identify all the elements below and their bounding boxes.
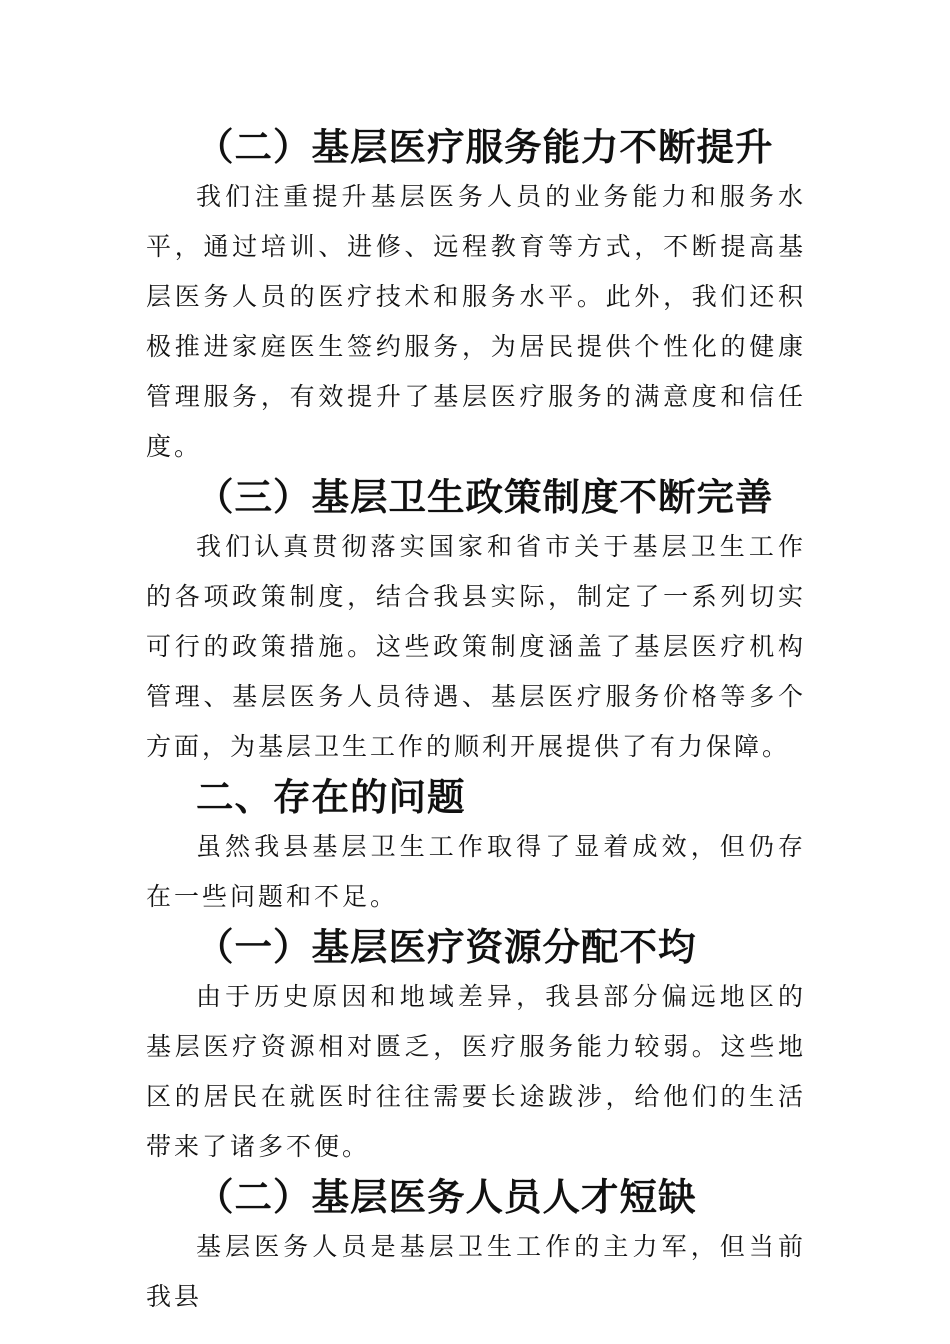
paragraph-resource-distribution: 由于历史原因和地域差异，我县部分偏远地区的基层医疗资源相对匮乏，医疗服务能力较弱。这些地区的居民在就医时往往需要长途跋涉，给他们的生活带来了诸多不便。 (146, 982, 806, 1161)
section-heading-2-3: （三）基层卫生政策制度不断完善 (196, 475, 774, 519)
paragraph-service-capacity: 我们注重提升基层医务人员的业务能力和服务水平，通过培训、进修、远程教育等方式，不断提高基层医务人员的医疗技术和服务水平。此外，我们还积极推进家庭医生签约服务，为居民提供个性化的健康管理服务，有效提升了基层医疗服务的满意度和信任度。 (146, 182, 806, 461)
section-heading-problem-1: （一）基层医疗资源分配不均 (196, 925, 697, 969)
section-heading-problem-2: （二）基层医务人员人才短缺 (196, 1175, 697, 1219)
section-heading-2-2: （二）基层医疗服务能力不断提升 (196, 125, 774, 169)
document-body (146, 122, 806, 1322)
paragraph-problems-intro: 虽然我县基层卫生工作取得了显着成效，但仍存在一些问题和不足。 (146, 832, 806, 911)
paragraph-staff-shortage: 基层医务人员是基层卫生工作的主力军，但当前我县 (146, 1232, 806, 1311)
section-heading-problems: 二、存在的问题 (196, 775, 466, 819)
paragraph-policy-system: 我们认真贯彻落实国家和省市关于基层卫生工作的各项政策制度，结合我县实际，制定了一系列切实可行的政策措施。这些政策制度涵盖了基层医疗机构管理、基层医务人员待遇、基层医疗服务价格等多个方面，为基层卫生工作的顺利开展提供了有力保障。 (146, 532, 806, 761)
